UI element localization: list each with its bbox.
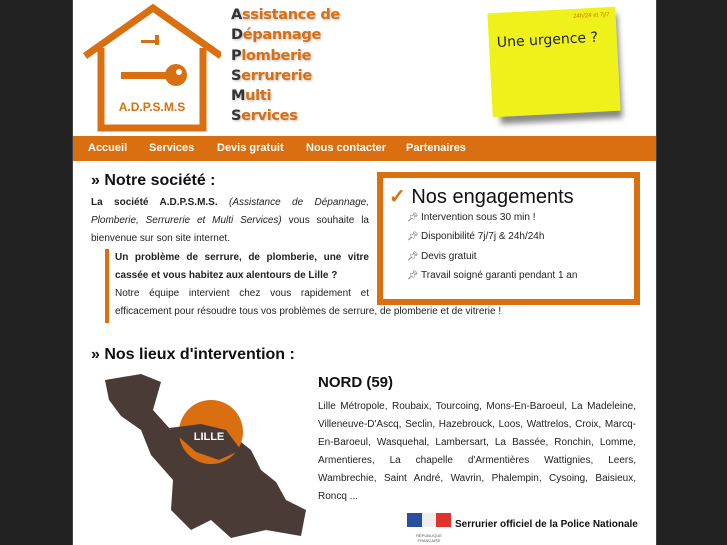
urgence-sticky-note[interactable] xyxy=(487,7,620,118)
nav-services[interactable]: Services xyxy=(149,142,195,154)
engagement-item: 📌︎ Travail soigné garanti pendant 1 an xyxy=(407,266,577,285)
engagements-box xyxy=(377,172,640,305)
republique-francaise-logo: RÉPUBLIQUE FRANÇAISE xyxy=(407,513,451,541)
engagement-item: 📌︎ Disponibilité 7j/7j & 24h/24h xyxy=(407,227,577,246)
quote-question: Un problème de serrure, de plomberie, une vitre cassée et vous habitez aux alentours de Lille ? xyxy=(115,252,369,281)
nav-nous-contacter[interactable]: Nous contacter xyxy=(306,142,387,154)
nav-devis-gratuit[interactable]: Devis gratuit xyxy=(217,142,284,154)
page xyxy=(72,0,657,545)
region-title: NORD (59) xyxy=(318,374,394,391)
logo-house-icon[interactable] xyxy=(81,4,221,132)
map-label: LILLE xyxy=(193,431,225,443)
pin-icon: 📌︎ xyxy=(407,212,419,222)
cities-list: Lille Métropole, Roubaix, Tourcoing, Mons-En-Baroeul, La Madeleine, Villeneuve-D'Ascq, Seclin, Hazebrouck, Loos, Wattrelos, Croix, Marcq-En-Baroeul, Wasquehal, Lambersart, La Bassée, Ronchin, Lomme, Armentieres, La chapelle d'Armentières Wattignies, Leers, Wambrechie, Saint André, Wavrin, Phalempin, Cysoing, Baisieux, Roncq ... xyxy=(318,401,636,502)
sticky-small-text: 24h/24 et 7j/7 xyxy=(573,12,610,20)
pin-icon: 📌︎ xyxy=(407,269,419,280)
pin-icon: 📌︎ xyxy=(407,231,419,242)
police-label: Serrurier officiel de la Police Nationale xyxy=(455,519,638,530)
logo-text: Assistance de Dépannage Plomberie Serrurerie Multi Services xyxy=(231,7,340,125)
lieux-heading: » Nos lieux d'intervention : xyxy=(91,346,295,363)
logo-badge-text: A.D.P.S.M.S xyxy=(118,100,186,114)
pin-icon: 📌︎ xyxy=(407,250,419,261)
main-nav xyxy=(73,136,656,161)
check-icon: ✓ xyxy=(389,186,406,208)
nav-partenaires[interactable]: Partenaires xyxy=(406,142,466,154)
sticky-main-text: Une urgence ? xyxy=(496,29,599,51)
engagement-item: 📌︎ Devis gratuit xyxy=(407,247,577,266)
nord-map xyxy=(101,370,311,542)
nav-accueil[interactable]: Accueil xyxy=(88,142,128,154)
engagements-title: ✓ Nos engagements xyxy=(389,186,574,208)
quote-text: Notre équipe intervient chez vous rapidement et efficacement pour résoudre tous vos problèmes de serrure, de plomberie et de vitrerie ! xyxy=(115,288,502,317)
quote-bar xyxy=(105,249,109,323)
societe-intro: La société A.D.P.S.M.S. (Assistance de Dépannage, Plomberie, Serrurerie et Multi Services) vous souhaite la bienvenue sur son site internet. xyxy=(91,197,370,244)
notre-societe-heading: » Notre société : xyxy=(91,172,216,189)
engagement-item: 📌︎ Intervention sous 30 min ! xyxy=(407,208,577,227)
